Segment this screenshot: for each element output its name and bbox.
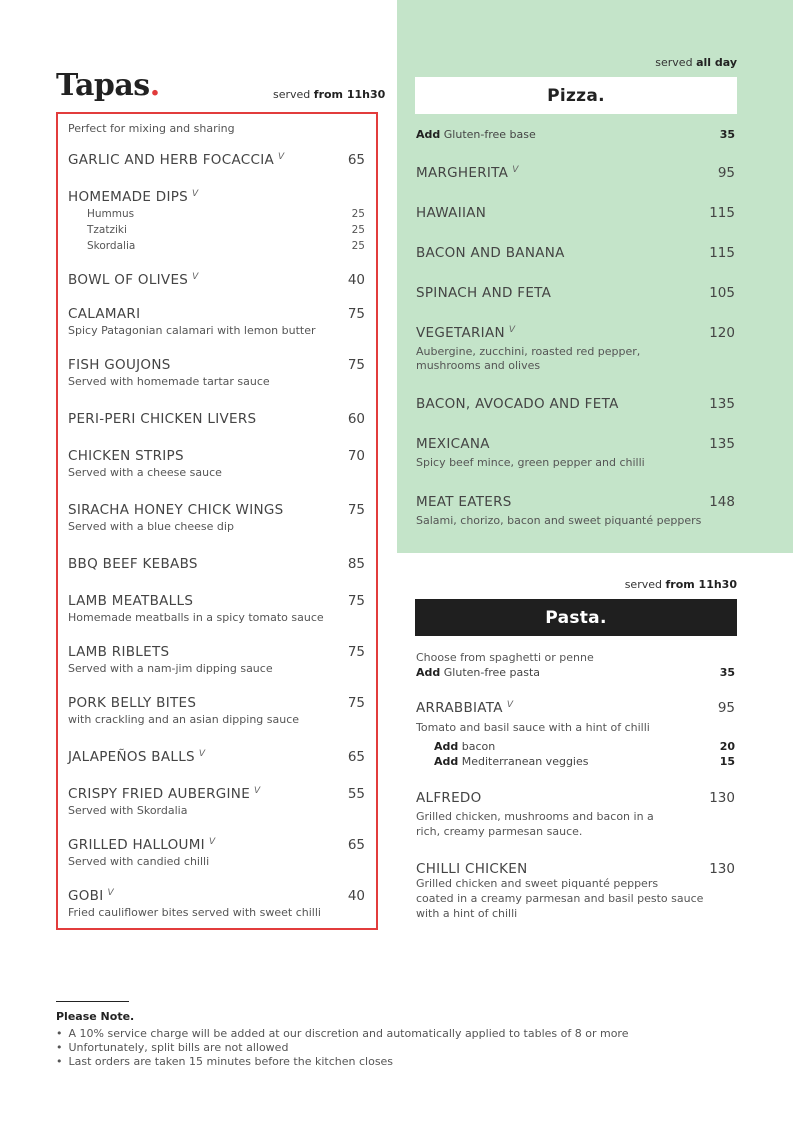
pizza-item-name: BACON, AVOCADO AND FETA (416, 396, 619, 412)
tapas-title: Tapas. (56, 68, 160, 103)
dip-price: 25 (351, 208, 365, 220)
pizza-item-price: 135 (709, 396, 735, 412)
pasta-item-description: Tomato and basil sauce with a hint of chilli (416, 721, 650, 734)
pasta-extra-label: Add bacon (434, 740, 496, 753)
pasta-title: Pasta. (415, 599, 737, 636)
tapas-item-name: GRILLED HALLOUMI $^V$ (68, 837, 216, 853)
pizza-item-price: 135 (709, 436, 735, 452)
pasta-extra-price: 15 (719, 755, 735, 768)
pizza-item-description: Aubergine, zucchini, roasted red pepper, (416, 345, 641, 358)
tapas-item-name: CHICKEN STRIPS (68, 448, 184, 464)
tapas-item-name: BBQ BEEF KEBABS (68, 556, 198, 572)
tapas-item-price: 75 (347, 502, 365, 518)
pasta-item-description: with a hint of chilli (416, 907, 518, 920)
tapas-item-price: 40 (347, 272, 365, 288)
pasta-served-time: served from 11h30 (624, 578, 737, 591)
vegetarian-icon: V (198, 749, 206, 759)
vegetarian-icon: V (192, 272, 199, 282)
pizza-item-name: MEAT EATERS (416, 494, 512, 510)
pasta-item-name: CHILLI CHICKEN (416, 861, 528, 877)
note-item: • A 10% service charge will be added at our discretion and automatically applied to tables of 8 or more (56, 1027, 628, 1041)
tapas-item-name: LAMB RIBLETS (68, 644, 170, 660)
pizza-served-time: served all day (655, 56, 737, 69)
pizza-item-name: VEGETARIAN $^V$ (416, 325, 516, 341)
tapas-item-price: 70 (347, 448, 365, 464)
pasta-item-description: Grilled chicken and sweet piquanté peppers (416, 877, 659, 890)
pasta-addon-price: 35 (719, 666, 735, 679)
vegetarian-icon: V (208, 837, 216, 847)
note-item: • Last orders are taken 15 minutes before the kitchen closes (56, 1055, 628, 1069)
note-item: • Unfortunately, split bills are not allowed (56, 1041, 628, 1055)
tapas-item-price: 75 (347, 695, 365, 711)
tapas-item-description: with crackling and an asian dipping sauce (68, 713, 300, 726)
vegetarian-icon: V (506, 700, 514, 710)
pasta-item-description: coated in a creamy parmesan and basil pesto sauce (416, 892, 704, 905)
dip-name: Skordalia (87, 240, 136, 252)
pizza-item-price: 115 (709, 245, 735, 261)
pizza-title: Pizza. (415, 77, 737, 114)
tapas-item-price: 65 (347, 837, 365, 853)
tapas-item-name: HOMEMADE DIPS $^V$ (68, 189, 199, 205)
pasta-extra-price: 20 (719, 740, 735, 753)
tapas-item-price: 75 (347, 593, 365, 609)
tapas-item-price: 60 (347, 411, 365, 427)
tapas-intro: Perfect for mixing and sharing (68, 122, 235, 135)
tapas-item-name: FISH GOUJONS (68, 357, 171, 373)
tapas-item-name: PERI-PERI CHICKEN LIVERS (68, 411, 257, 427)
tapas-item-name: CRISPY FRIED AUBERGINE $^V$ (68, 786, 261, 802)
vegetarian-icon: V (278, 152, 285, 162)
tapas-item-name: CALAMARI (68, 306, 141, 322)
pasta-item-price: 95 (717, 700, 735, 716)
tapas-title-dot: . (149, 68, 160, 103)
pasta-extra-label: Add Mediterranean veggies (434, 755, 589, 768)
tapas-item-description: Fried cauliflower bites served with sweet chilli (68, 906, 321, 919)
tapas-item-description: Served with candied chilli (68, 855, 210, 868)
note-title: Please Note. (56, 1010, 135, 1023)
pizza-item-name: HAWAIIAN (416, 205, 487, 221)
dip-price: 25 (351, 224, 365, 236)
vegetarian-icon: V (192, 189, 199, 199)
pizza-item-description: Salami, chorizo, bacon and sweet piquanté peppers (416, 514, 702, 527)
tapas-item-price: 75 (347, 357, 365, 373)
tapas-item-description: Served with a cheese sauce (68, 466, 222, 479)
pasta-item-description: rich, creamy parmesan sauce. (416, 825, 583, 838)
vegetarian-icon: V (107, 888, 114, 898)
tapas-item-price: 65 (347, 749, 365, 765)
pizza-item-price: 115 (709, 205, 735, 221)
pasta-item-description: Grilled chicken, mushrooms and bacon in a (416, 810, 654, 823)
vegetarian-icon: V (508, 325, 516, 335)
dip-price: 25 (351, 240, 365, 252)
tapas-item-price: 85 (347, 556, 365, 572)
tapas-item-price: 75 (347, 306, 365, 322)
pizza-addon-price: 35 (719, 128, 735, 141)
pizza-addon-label: Add Gluten-free base (416, 128, 536, 141)
dip-name: Hummus (87, 208, 135, 220)
pizza-item-description: mushrooms and olives (416, 359, 541, 372)
tapas-item-name: PORK BELLY BITES (68, 695, 197, 711)
tapas-item-description: Homemade meatballs in a spicy tomato sauce (68, 611, 324, 624)
vegetarian-icon: V (254, 786, 261, 796)
pasta-item-price: 130 (709, 861, 735, 877)
note-list (56, 1027, 628, 1069)
pasta-item-price: 130 (709, 790, 735, 806)
tapas-item-price: 40 (347, 888, 365, 904)
tapas-item-description: Served with Skordalia (68, 804, 188, 817)
pizza-item-price: 95 (717, 165, 735, 181)
tapas-item-description: Served with a nam-jim dipping sauce (68, 662, 273, 675)
pizza-item-price: 148 (709, 494, 735, 510)
tapas-item-name: BOWL OF OLIVES $^V$ (68, 272, 199, 288)
tapas-item-price: 55 (347, 786, 365, 802)
tapas-item-description: Served with a blue cheese dip (68, 520, 234, 533)
tapas-item-description: Spicy Patagonian calamari with lemon butter (68, 324, 316, 337)
tapas-item-name: GOBI $^V$ (68, 888, 114, 904)
tapas-item-name: LAMB MEATBALLS (68, 593, 194, 609)
pizza-item-price: 105 (709, 285, 735, 301)
tapas-item-name: SIRACHA HONEY CHICK WINGS (68, 502, 284, 518)
tapas-item-price: 75 (347, 644, 365, 660)
note-divider (56, 1001, 129, 1002)
pasta-item-name: ALFREDO (416, 790, 482, 806)
dip-name: Tzatziki (87, 224, 127, 236)
pizza-item-name: MARGHERITA $^V$ (416, 165, 519, 181)
pizza-item-name: MEXICANA (416, 436, 490, 452)
pasta-item-name: ARRABBIATA $^V$ (416, 700, 514, 716)
pasta-intro: Choose from spaghetti or penne (416, 651, 594, 664)
tapas-served-time: served from 11h30 (273, 88, 386, 101)
pasta-addon-label: Add Gluten-free pasta (416, 666, 541, 679)
pizza-item-description: Spicy beef mince, green pepper and chilli (416, 456, 645, 469)
pizza-item-name: BACON AND BANANA (416, 245, 565, 261)
tapas-item-description: Served with homemade tartar sauce (68, 375, 270, 388)
pizza-item-name: SPINACH AND FETA (416, 285, 552, 301)
tapas-item-name: JALAPEÑOS BALLS $^V$ (68, 749, 206, 765)
pizza-item-price: 120 (709, 325, 735, 341)
tapas-item-price: 65 (347, 152, 365, 168)
tapas-item-name: GARLIC AND HERB FOCACCIA $^V$ (68, 152, 285, 168)
vegetarian-icon: V (512, 165, 519, 175)
